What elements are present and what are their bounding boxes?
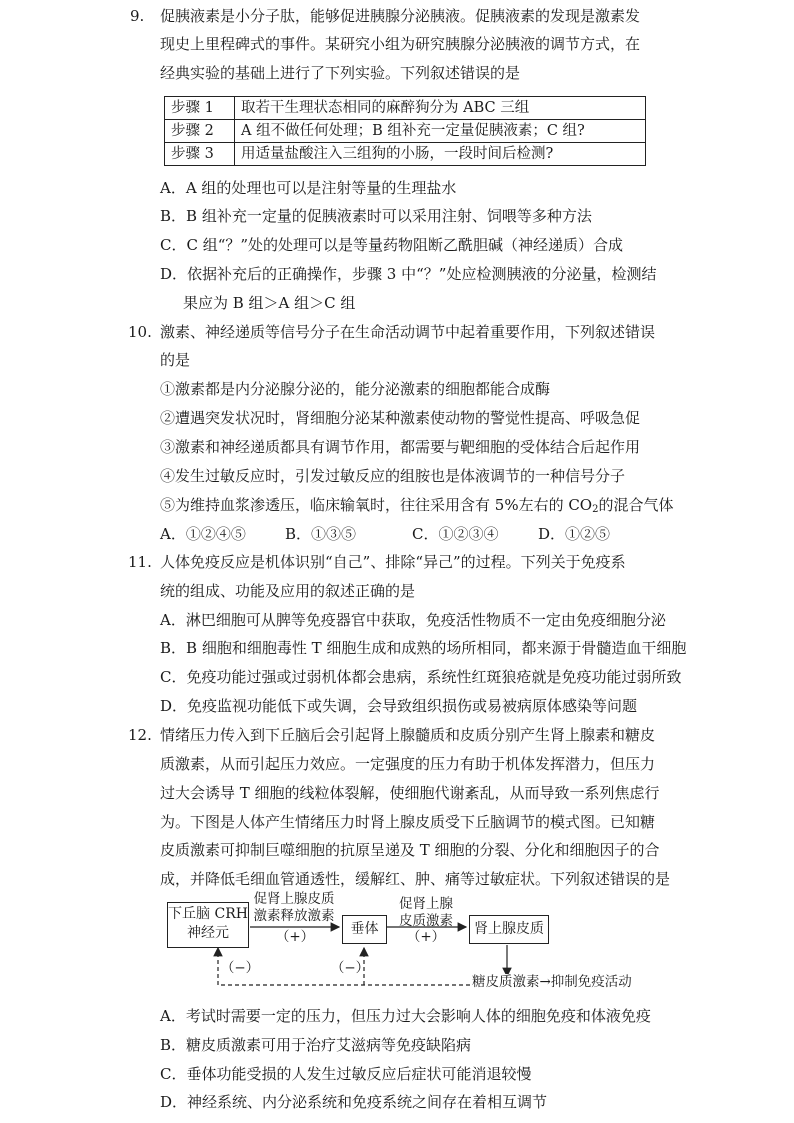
q10-stem-line-2: 的是	[160, 351, 191, 369]
q11-stem-line-1: 人体免疫反应是机体识别“自己”、排除“异己”的过程。下列关于免疫系	[160, 553, 626, 571]
q10-item-5-text: ⑤为维持血浆渗透压，临床输氧时，往往采用含有 5%左右的 CO	[160, 496, 593, 514]
q12-stem-line-4: 为。下图是人体产生情绪压力时肾上腺皮质受下丘脑调节的模式图。已知糖	[160, 813, 656, 831]
label-crh-line-1: 促肾上腺皮质	[253, 891, 335, 907]
q11-option-b: B．B 细胞和细胞毒性 T 细胞生成和成熟的场所相同，都来源于骨髓造血干细胞	[160, 639, 687, 657]
q11-option-c: C．免疫功能过强或过弱机体都会患病，系统性红斑狼疮就是免疫功能过弱所致	[160, 668, 682, 686]
q10-stem-line-1: 激素、神经递质等信号分子在生命活动调节中起着重要作用，下列叙述错误	[160, 323, 656, 341]
q9-number: 9.	[130, 7, 145, 25]
label-minus-1: （−）	[220, 960, 260, 976]
inhibit-immune-text: →抑制免疫活动	[539, 974, 632, 990]
q10-item-5-subscript: 2	[592, 504, 599, 515]
q10-option-c: C．①②③④	[412, 525, 499, 543]
q12-option-a: A．考试时需要一定的压力，但压力过大会影响人体的细胞免疫和体液免疫	[160, 1007, 651, 1025]
label-plus-2: （+）	[406, 929, 446, 945]
q12-stem-line-3: 过大会诱导 T 细胞的线粒体裂解，使细胞代谢紊乱，从而导致一系列焦虑行	[160, 784, 660, 802]
q12-stem-line-5: 皮质激素可抑制巨噬细胞的抗原呈递及 T 细胞的分裂、分化和细胞因子的合	[160, 841, 660, 859]
label-acth-line-2: 皮质激素	[399, 913, 453, 929]
q9-option-d-cont: 果应为 B 组＞A 组＞C 组	[183, 294, 356, 312]
step-content: 取若干生理状态相同的麻醉狗分为 ABC 三组	[235, 97, 646, 120]
label-plus-1: （+）	[275, 929, 315, 945]
q11-option-a: A．淋巴细胞可从脾等免疫器官中获取，免疫活性物质不一定由免疫细胞分泌	[160, 611, 666, 629]
glucocorticoid-text: 糖皮质激素	[472, 974, 540, 990]
step-label: 步骤 1	[165, 97, 235, 120]
q12-stem-line-2: 质激素，从而引起压力效应。一定强度的压力有助于机体发挥潜力，但压力	[160, 755, 656, 773]
step-label: 步骤 2	[165, 120, 235, 143]
box-pituitary: 垂体	[342, 915, 387, 944]
label-minus-2: （−）	[330, 960, 370, 976]
q10-option-b: B．①③⑤	[285, 525, 357, 543]
q10-item-1: ①激素都是内分泌腺分泌的，能分泌激素的细胞都能合成酶	[160, 380, 551, 398]
q12-stem-line-1: 情绪压力传入到下丘脑后会引起肾上腺髓质和皮质分别产生肾上腺素和糖皮	[160, 726, 656, 744]
q11-stem-line-2: 统的组成、功能及应用的叙述正确的是	[160, 582, 416, 600]
q9-stem-line-3: 经典实验的基础上进行了下列实验。下列叙述错误的是	[160, 64, 521, 82]
q11-number: 11.	[128, 553, 152, 571]
box-adrenal-cortex: 肾上腺皮质	[469, 915, 549, 944]
q9-stem-line-1: 促胰液素是小分子肽，能够促进胰腺分泌胰液。促胰液素的发现是激素发	[160, 7, 641, 25]
q9-option-a: A．A 组的处理也可以是注射等量的生理盐水	[160, 179, 457, 197]
label-acth-line-1: 促肾上腺	[399, 896, 453, 912]
q9-option-b: B．B 组补充一定量的促胰液素时可以采用注射、饲喂等多种方法	[160, 207, 592, 225]
q9-option-d: D．依据补充后的正确操作，步骤 3 中“？”处应检测胰液的分泌量，检测结	[160, 265, 657, 283]
q9-stem-line-2: 现史上里程碑式的事件。某研究小组为研究胰腺分泌胰液的调节方式，在	[160, 35, 641, 53]
q12-option-c: C．垂体功能受损的人发生过敏反应后症状可能消退较慢	[160, 1065, 532, 1083]
q10-item-4: ④发生过敏反应时，引发过敏反应的组胺也是体液调节的一种信号分子	[160, 467, 626, 485]
q12-stem-line-6: 成，并降低毛细血管通透性，缓解红、肿、痛等过敏症状。下列叙述错误的是	[160, 870, 671, 888]
q10-option-d: D．①②⑤	[538, 525, 611, 543]
q9-option-c: C．C 组“？”处的处理可以是等量药物阻断乙酰胆碱（神经递质）合成	[160, 236, 624, 254]
q12-number: 12.	[128, 726, 152, 744]
label-crh	[250, 891, 338, 925]
q10-item-5-tail: 的混合气体	[598, 496, 674, 514]
label-glucocorticoid	[470, 974, 634, 991]
step-label: 步骤 3	[165, 143, 235, 166]
label-crh-line-2: 激素释放激素	[253, 908, 335, 924]
q10-number: 10.	[128, 323, 152, 341]
q10-option-a: A．①②④⑤	[160, 525, 246, 543]
q10-item-2: ②遭遇突发状况时，肾细胞分泌某种激素使动物的警觉性提高、呼吸急促	[160, 409, 641, 427]
box-hypothalamus	[167, 902, 249, 948]
q12-option-d: D．神经系统、内分泌系统和免疫系统之间存在着相互调节	[160, 1093, 548, 1111]
box-hypothalamus-line-2: 神经元	[187, 925, 229, 941]
box-hypothalamus-line-1: 下丘脑 CRH	[168, 906, 248, 922]
label-acth	[390, 896, 462, 930]
q10-item-3: ③激素和神经递质都具有调节作用，都需要与靶细胞的受体结合后起作用	[160, 438, 641, 456]
q12-option-b: B．糖皮质激素可用于治疗艾滋病等免疫缺陷病	[160, 1036, 472, 1054]
step-content: A 组不做任何处理；B 组补充一定量促胰液素；C 组?	[235, 120, 646, 143]
step-content: 用适量盐酸注入三组狗的小肠，一段时间后检测?	[235, 143, 646, 166]
q11-option-d: D．免疫监视功能低下或失调，会导致组织损伤或易被病原体感染等问题	[160, 697, 638, 715]
